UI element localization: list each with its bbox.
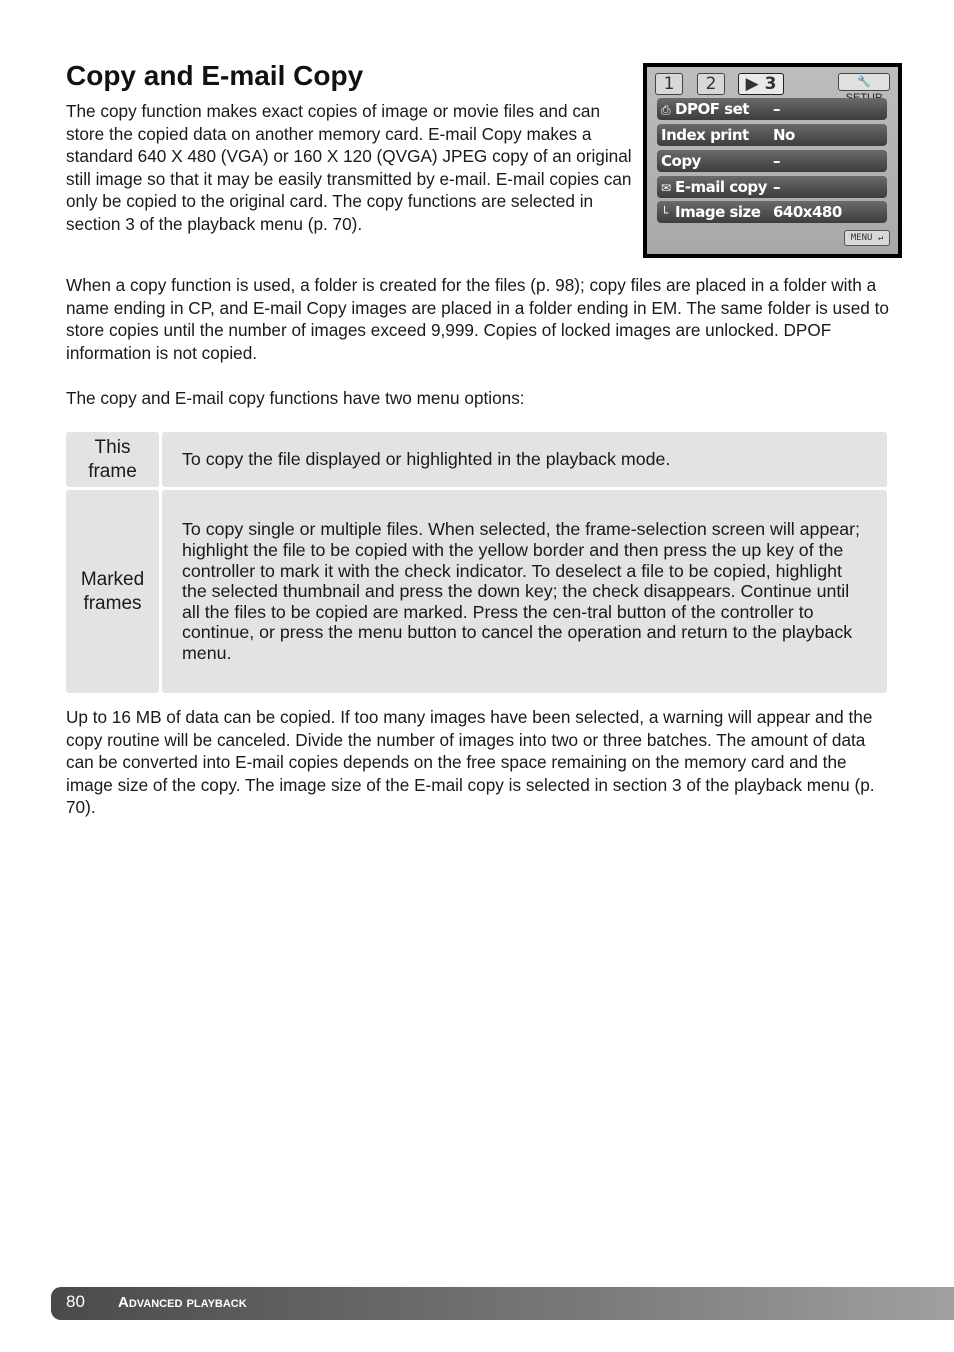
data-limit-paragraph: Up to 16 MB of data can be copied. If too many images have been selected, a warning will appear and the copy routine will be canceled. Divide the number of images into two or three batches. The amount of data can be converted into E-mail copies depends on the free space remaining on the memory card and the image size of the copy. The image size of the E-mail copy is selected in section 3 of the playback menu (p. 70). (66, 707, 875, 818)
menu-row-label: Image size (675, 203, 761, 221)
print-icon: ⎙ (661, 103, 671, 117)
menu-tab-3-playback: ▶ 3 (738, 73, 784, 95)
menu-row-copy (657, 150, 887, 172)
option-row-this-frame (66, 432, 887, 487)
menu-row-label: Index print (661, 126, 749, 144)
menu-row-value: No (773, 126, 795, 144)
menu-row-value: – (773, 178, 780, 196)
page-number: 80 (66, 1292, 85, 1311)
menu-row-value: – (773, 152, 780, 170)
options-intro: The copy and E-mail copy functions have two menu options: (66, 388, 525, 408)
menu-row-label: E-mail copy (675, 178, 767, 196)
page-footer (51, 1287, 954, 1320)
menu-tab-1: 1 (655, 73, 683, 95)
folder-paragraph: When a copy function is used, a folder is created for the files (p. 98); copy files are placed in a folder with a name ending in CP, and E-mail Copy images are placed in a folder ending in EM. The same folder is used to store copies until the number of images exceed 9,999. Copies of locked images are unlocked. DPOF information is not copied. (66, 275, 889, 363)
menu-row-email-copy (657, 176, 887, 198)
wrench-icon: 🔧 (857, 76, 871, 88)
option-description: To copy the file displayed or highlighted in the playback mode. (162, 432, 887, 487)
menu-row-value: 640x480 (773, 203, 842, 221)
option-description: To copy single or multiple files. When selected, the frame-selection screen will appear; highlight the file to be copied with the yellow border and then press the up key of the controller to mark it with the check indicator. To deselect a file to be copied, highlight the selected thumbnail and press the down key; the check disappears. Continue until all the files to be copied are marked. Press the cen-tral button of the controller to continue, or press the menu button to cancel the operation and return to the playback menu. (162, 490, 887, 693)
option-row-marked-frames (66, 490, 887, 693)
intro-paragraph: The copy function makes exact copies of image or movie files and can store the copied data on another memory card. E-mail Copy makes a standard 640 X 480 (VGA) or 160 X 120 (QVGA) JPEG copy of an original still image so that it may be easily transmitted by e-mail. E-mail copies can only be copied to the original card. The copy functions are selected in section 3 of the playback menu (p. 70). (66, 101, 632, 234)
option-name: Marked frames (66, 490, 159, 693)
menu-row-value: – (773, 100, 780, 118)
menu-tab-2: 2 (697, 73, 725, 95)
option-name: This frame (66, 432, 159, 487)
camera-menu-screen (647, 67, 898, 254)
menu-row-label: Copy (661, 152, 701, 170)
page-title: Copy and E-mail Copy (66, 60, 364, 91)
camera-menu-screenshot (643, 63, 902, 258)
menu-row-label: DPOF set (675, 100, 749, 118)
submenu-corner-icon: └ (661, 206, 668, 220)
menu-return-badge: MENU ↵ (844, 230, 890, 246)
setup-tab (838, 73, 890, 91)
section-title: Advanced playback (118, 1294, 247, 1311)
menu-row-image-size (657, 201, 887, 223)
menu-row-index-print (657, 124, 887, 146)
menu-row-dpof-set (657, 98, 887, 120)
envelope-icon: ✉ (661, 181, 671, 195)
